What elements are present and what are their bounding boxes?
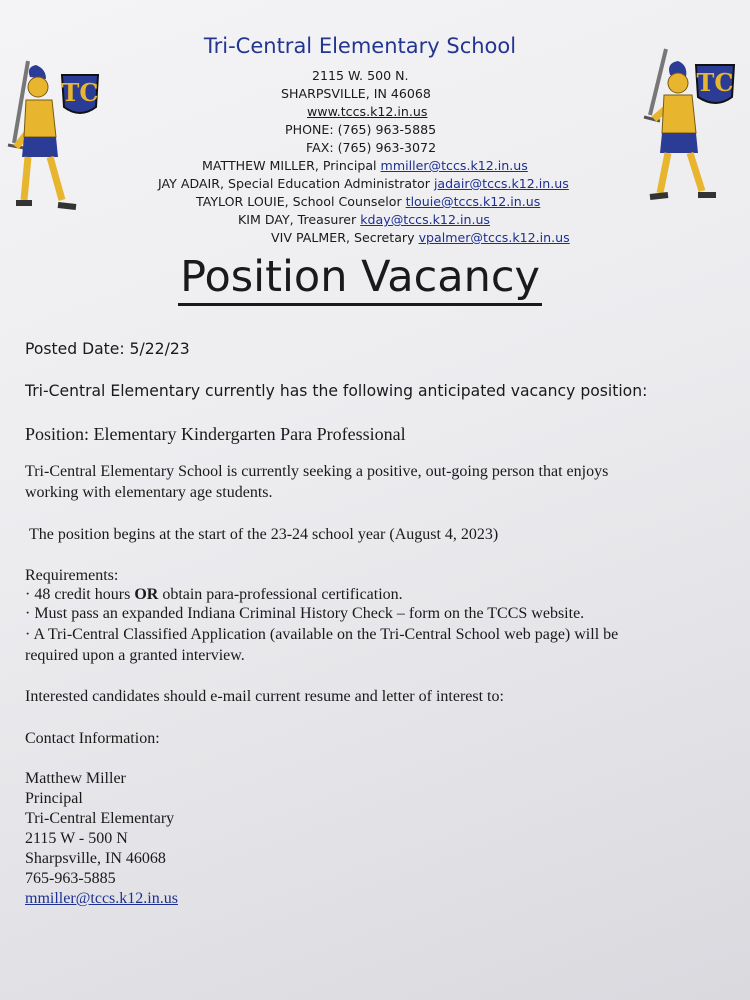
staff-treasurer <box>238 212 490 227</box>
email-link[interactable]: vpalmer@tccs.k12.in.us <box>418 230 570 245</box>
address-line1: 2115 W. 500 N. <box>312 68 409 83</box>
contact-address2: Sharpsville, IN 46068 <box>25 850 166 867</box>
requirement-item-1 <box>25 586 403 604</box>
staff-title: TAYLOR LOUIE, School Counselor <box>196 194 406 209</box>
trojan-mascot-left-icon <box>2 55 102 220</box>
phone-number: PHONE: (765) 963-5885 <box>285 122 437 137</box>
trojan-mascot-right-icon <box>640 45 740 210</box>
apply-text: Interested candidates should e-mail current resume and letter of interest to: <box>25 688 504 705</box>
staff-title: MATTHEW MILLER, Principal <box>202 158 381 173</box>
staff-title: JAY ADAIR, Special Education Administrator <box>158 176 434 191</box>
intro-text: Tri-Central Elementary currently has the following anticipated vacancy position: <box>25 382 648 400</box>
email-link[interactable]: mmiller@tccs.k12.in.us <box>380 158 528 173</box>
staff-title: KIM DAY, Treasurer <box>238 212 361 227</box>
address-line2: SHARPSVILLE, IN 46068 <box>281 86 431 101</box>
description-line1: Tri-Central Elementary School is currently seeking a positive, out-going person that enjoys <box>25 463 609 480</box>
contact-school: Tri-Central Elementary <box>25 810 175 827</box>
email-link[interactable]: tlouie@tccs.k12.in.us <box>405 194 541 209</box>
staff-principal <box>202 158 528 173</box>
shield-letters: TC <box>61 78 99 107</box>
email-link[interactable]: kday@tccs.k12.in.us <box>360 212 490 227</box>
contact-phone: 765-963-5885 <box>25 870 116 887</box>
requirement-item-3-line1: · A Tri-Central Classified Application (available on the Tri-Central School web page) will be <box>25 626 619 643</box>
contact-address1: 2115 W - 500 N <box>25 830 128 847</box>
staff-title: VIV PALMER, Secretary <box>271 230 419 245</box>
requirement-emphasis: OR <box>134 586 159 603</box>
requirement-text: · 48 credit hours <box>25 586 135 603</box>
requirement-item-3-line2: required upon a granted interview. <box>25 647 245 664</box>
page-title-text: Position Vacancy <box>178 252 542 306</box>
requirements-heading: Requirements: <box>25 567 119 584</box>
staff-counselor <box>196 194 540 209</box>
posted-date: Posted Date: 5/22/23 <box>25 340 190 358</box>
start-info: The position begins at the start of the 23-24 school year (August 4, 2023) <box>29 526 499 543</box>
contact-name: Matthew Miller <box>25 770 126 787</box>
requirement-text: obtain para-professional certification. <box>158 586 403 603</box>
description-line2: working with elementary age students. <box>25 484 273 501</box>
contact-title: Principal <box>25 790 83 807</box>
position-title: Position: Elementary Kindergarten Para Professional <box>25 424 406 444</box>
requirement-item-2: · Must pass an expanded Indiana Criminal History Check – form on the TCCS website. <box>25 605 585 622</box>
staff-sped-admin <box>158 176 569 191</box>
website-link[interactable]: www.tccs.k12.in.us <box>307 104 428 119</box>
shield-letters: TC <box>696 68 734 97</box>
email-link[interactable]: jadair@tccs.k12.in.us <box>433 176 569 191</box>
contact-heading: Contact Information: <box>25 730 160 747</box>
contact-email-link[interactable]: mmiller@tccs.k12.in.us <box>25 890 178 907</box>
staff-secretary <box>271 230 570 245</box>
school-name: Tri-Central Elementary School <box>203 34 517 58</box>
page-title <box>150 252 570 302</box>
fax-number: FAX: (765) 963-3072 <box>306 140 437 155</box>
